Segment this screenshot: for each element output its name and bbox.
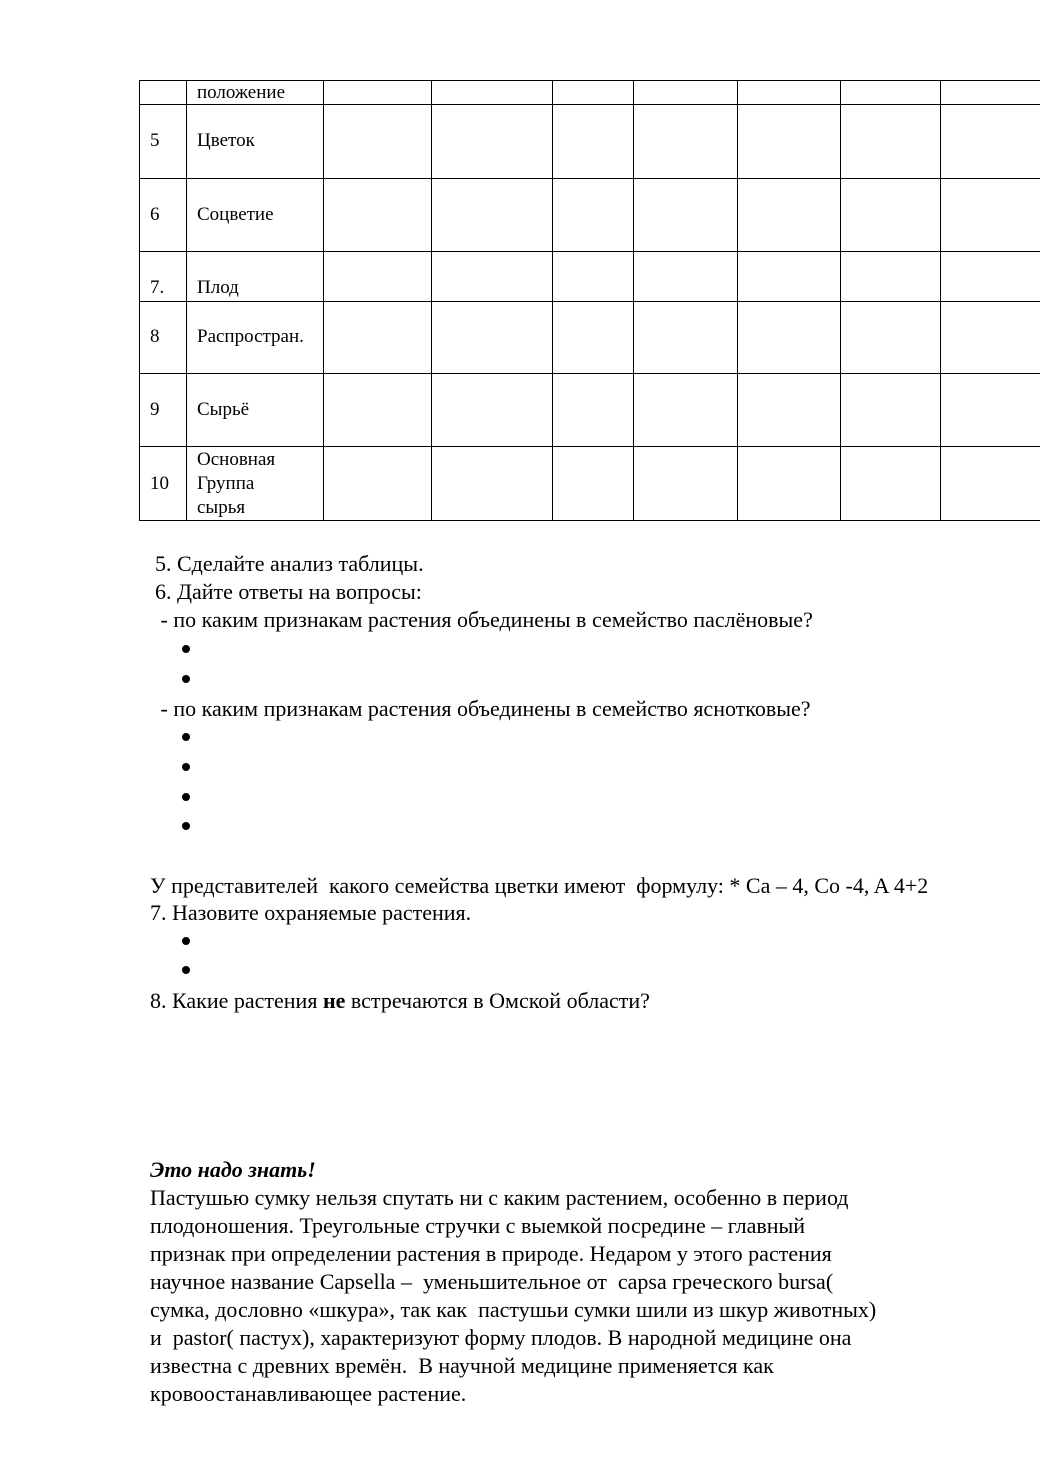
task-8-bold: не [322, 988, 346, 1013]
question-solanaceae: - по каким признакам растения объединены в семейство паслёновые? [155, 607, 813, 632]
row-label-cell: Группа [197, 473, 255, 494]
row-label-cell: Плод [197, 277, 239, 298]
table-border [139, 178, 1040, 179]
answer-bullet [182, 645, 190, 653]
table-border [633, 80, 634, 521]
note-line: кровоостанавливающее растение. [150, 1381, 467, 1406]
table-border [139, 251, 1040, 252]
row-number-cell: 9 [150, 399, 160, 420]
note-line: научное название Capsella – уменьшительное от capsa греческого bursa( [150, 1269, 834, 1294]
table-border [139, 373, 1040, 374]
note-line: известна с древних времён. В научной медицине применяется как [150, 1353, 774, 1378]
note-heading: Это надо знать! [150, 1157, 316, 1182]
table-border [737, 80, 738, 521]
task-6: 6. Дайте ответы на вопросы: [155, 579, 422, 604]
table-border [431, 80, 432, 521]
row-number-cell: 8 [150, 326, 160, 347]
table-border [186, 80, 187, 521]
answer-bullet [182, 793, 190, 801]
note-line: сумка, дословно «шкура», так как пастушьи сумки шили из шкур животных) [150, 1297, 877, 1322]
answer-bullet [182, 966, 190, 974]
task-5: 5. Сделайте анализ таблицы. [155, 551, 424, 576]
table-border [323, 80, 324, 521]
row-label-cell: положение [197, 82, 286, 103]
table-border [139, 520, 1040, 521]
task-8-text: 8. Какие растения [150, 988, 323, 1013]
note-line: и pastor( пастух), характеризуют форму плодов. В народной медицине она [150, 1325, 852, 1350]
task-8 [150, 987, 650, 1015]
task-8-text: встречаются в Омской области? [345, 988, 650, 1013]
row-label-cell: Сырьё [197, 399, 250, 420]
answer-bullet [182, 675, 190, 683]
row-label-cell: сырья [197, 497, 246, 518]
note-line: плодоношения. Треугольные стручки с выемкой посредине – главный [150, 1213, 806, 1238]
answer-bullet [182, 937, 190, 945]
row-label-cell: Распростран. [197, 326, 304, 347]
row-number-cell: 6 [150, 204, 160, 225]
table-border [840, 80, 841, 521]
task-7: 7. Назовите охраняемые растения. [150, 900, 472, 925]
row-number-cell: 5 [150, 130, 160, 151]
row-number-cell: 7. [150, 277, 165, 298]
answer-bullet [182, 763, 190, 771]
row-label-cell: Цветок [197, 130, 255, 151]
answer-bullet [182, 733, 190, 741]
table-border [139, 446, 1040, 447]
table-border [552, 80, 553, 521]
flower-formula-question: У представителей какого семейства цветки имеют формулу: * Ca – 4, Co -4, A 4+2 [150, 873, 929, 898]
row-label-cell: Соцветие [197, 204, 274, 225]
question-lamiaceae: - по каким признакам растения объединены в семейство яснотковые? [155, 696, 811, 721]
table-border [940, 80, 941, 521]
row-label-cell: Основная [197, 449, 276, 470]
row-number-cell: 10 [150, 473, 169, 494]
table-border [139, 301, 1040, 302]
answer-bullet [182, 822, 190, 830]
table-border [139, 80, 140, 521]
note-line: признак при определении растения в природе. Недаром у этого растения [150, 1241, 832, 1266]
note-line: Пастушью сумку нельзя спутать ни с каким растением, особенно в период [150, 1185, 849, 1210]
